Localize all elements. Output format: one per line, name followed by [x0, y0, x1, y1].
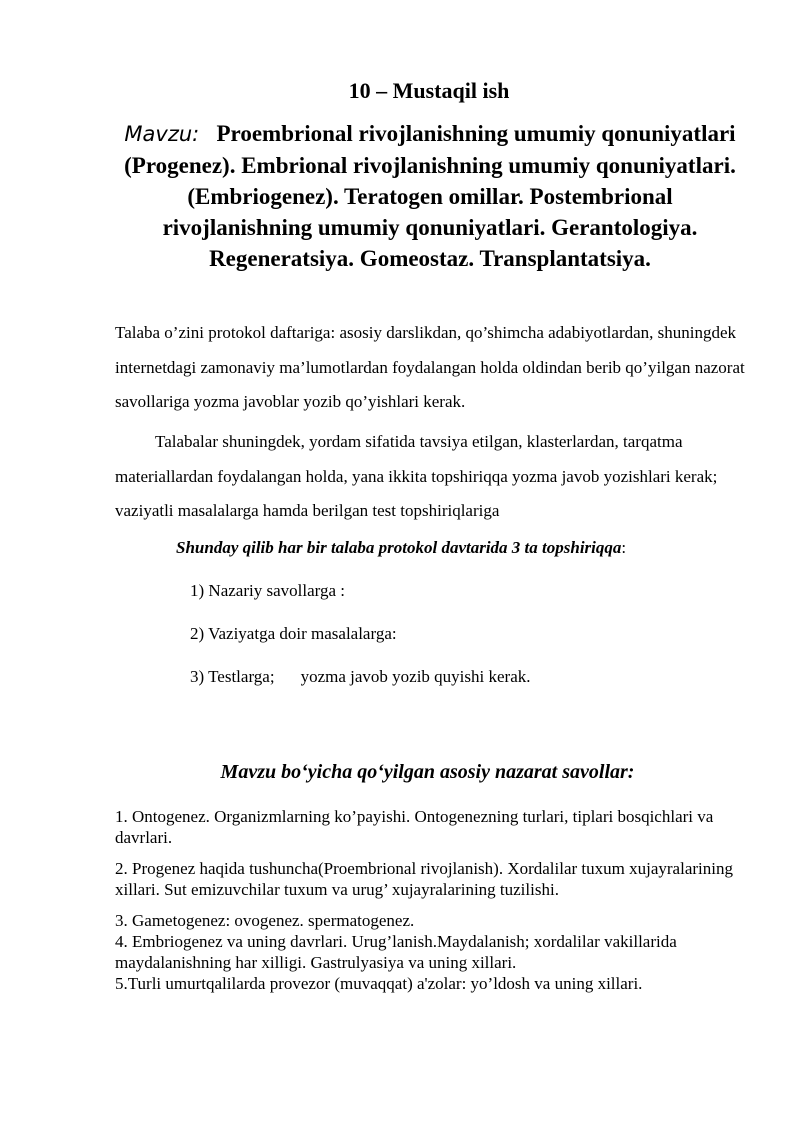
task-item: 2) Vaziyatga doir masalalarga: — [190, 624, 397, 643]
topic-text: Proembrional rivojlanishning umumiy qonuniyatlari (Progenez). Embrional rivojlanishning umumiy qonuniyatlari. (Embriogenez). Teratogen omillar. Postembrional rivojlanishning umumiy qonuniyatlari. Gerantologiya. Regeneratsiya. Gomeostaz. Transplantatsiya. — [124, 121, 736, 271]
paragraph-text: Talaba o’zini protokol daftariga: asosiy darslikdan, qo’shimcha adabiyotlardan, shuningdek internetdagi zamonaviy ma’lumotlardan foydalangan holda oldindan berib qo’yilgan nazorat savollariga yozma javoblar yozib qo’yishlari kerak. — [115, 323, 745, 411]
intro-paragraph-1 — [115, 316, 755, 420]
task-item: 3) Testlarga; yozma javob yozib quyishi kerak. — [190, 667, 531, 686]
emphasis-text: Shunday qilib har bir talaba protokol davtarida 3 ta topshiriqqa — [176, 538, 622, 557]
intro-paragraph-2 — [115, 425, 755, 529]
question-list — [115, 806, 755, 994]
question-item: 3. Gametogenez: ovogenez. spermatogenez. — [115, 911, 415, 930]
question-item: 5.Turli umurtqalilarda provezor (muvaqqat) a'zolar: yo’ldosh va uning xillari. — [115, 974, 643, 993]
paragraph-text: Talabalar shuningdek, yordam sifatida tavsiya etilgan, klasterlardan, tarqatma materiallardan foydalangan holda, yana ikkita topshiriqqa yozma javob yozishlari kerak; vaziyatli masalalarga hamda berilgan test topshiriqlariga — [115, 432, 718, 520]
topic-label: Mavzu: — [124, 122, 200, 146]
emphasis-colon: : — [621, 538, 627, 557]
task-item: 1) Nazariy savollarga : — [190, 581, 345, 600]
section-heading: Mavzu bo‘yicha qo‘yilgan asosiy nazarat savollar: — [220, 761, 635, 783]
question-item: 4. Embriogenez va uning davrlari. Urug’lanish.Maydalanish; xordalilar vakillarida maydalanishning har xilligi. Gastrulyasiya va uning xillari. — [115, 932, 677, 972]
question-item: 2. Progenez haqida tushuncha(Proembrional rivojlanish). Xordalilar tuxum xujayralarining xillari. Sut emizuvchilar tuxum va urug’ xujayralarining tuzilishi. — [115, 859, 733, 899]
task-instruction: yozma javob yozib quyishi kerak. — [300, 667, 531, 686]
document-title: 10 – Mustaqil ish — [348, 78, 510, 103]
topic-heading — [110, 118, 750, 274]
question-item: 1. Ontogenez. Organizmlarning ko’payishi. Ontogenezning turlari, tiplari bosqichlari va davrlari. — [115, 807, 714, 847]
emphasis-line — [176, 536, 626, 560]
task-list — [190, 576, 531, 705]
